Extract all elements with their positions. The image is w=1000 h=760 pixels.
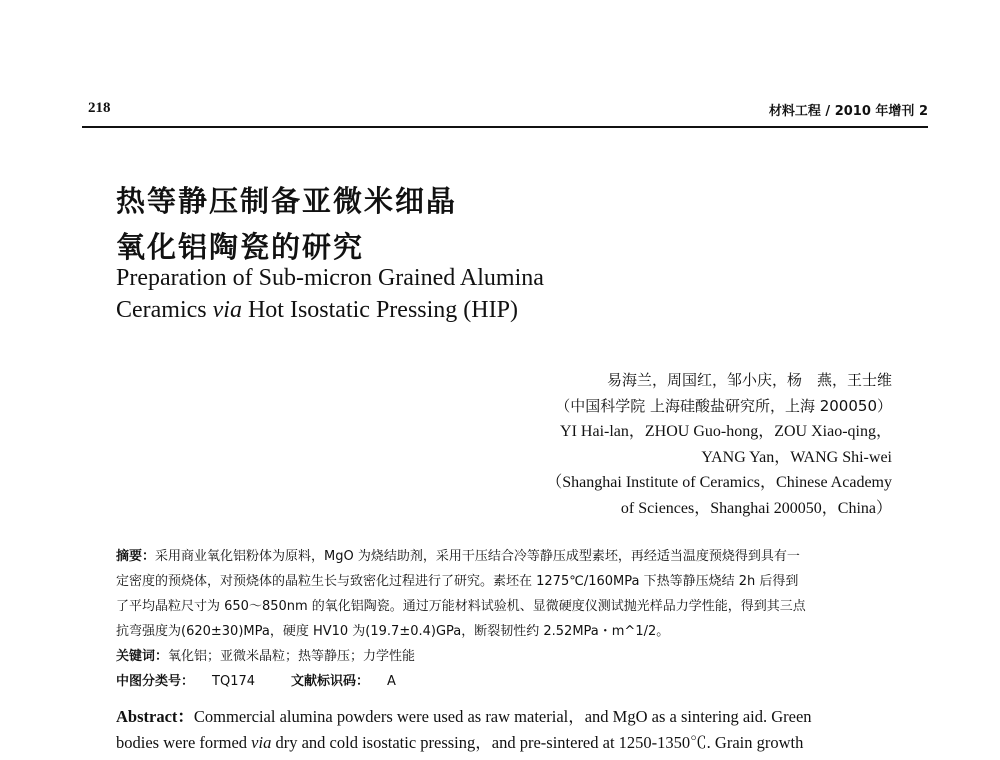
abstract-en-line2-pre: bodies were formed	[116, 733, 252, 752]
abstract-en-line1: Commercial alumina powders were used as raw material，and MgO as a sintering aid. Green	[193, 707, 812, 726]
classification-label: 中图分类号：	[116, 674, 195, 689]
affiliation-cn: （中国科学院 上海硅酸盐研究所，上海 200050）	[555, 396, 892, 415]
journal-issue: 材料工程 / 2010 年增刊 2	[768, 104, 928, 119]
title-en-via: via	[212, 297, 242, 323]
abstract-en-label: Abstract：	[116, 707, 194, 726]
title-chinese	[116, 178, 457, 270]
title-en-line2-post: Hot Isostatic Pressing (HIP)	[241, 297, 518, 323]
abstract-english	[116, 704, 906, 756]
title-cn-line2: 氧化铝陶瓷的研究	[116, 230, 365, 264]
affiliation-en-line2: of Sciences，Shanghai 200050，China）	[620, 499, 892, 517]
abstract-cn-label: 摘要：	[116, 549, 156, 564]
title-en-line2-pre: Ceramics	[116, 297, 213, 323]
title-en-line1: Preparation of Sub-micron Grained Alumina	[116, 265, 544, 291]
title-english	[116, 262, 544, 326]
title-en-line2	[116, 294, 544, 326]
abstract-cn-line4: 抗弯强度为(620±30)MPa，硬度 HV10 为(19.7±0.4)GPa，断裂韧性约 2.52MPa・m^1/2。	[116, 624, 670, 639]
abstract-en-line2-post: dry and cold isostatic pressing，and pre-sintered at 1250-1350℃. Grain growth	[271, 733, 804, 752]
classification-value: TQ174	[212, 674, 256, 689]
authors-cn: 易海兰，周国红，邹小庆，杨 燕，王士维	[606, 371, 892, 389]
author-block	[546, 368, 892, 521]
page-number: 218	[88, 100, 111, 116]
authors-en-line2: YANG Yan，WANG Shi-wei	[701, 448, 892, 466]
abstract-chinese	[116, 544, 906, 694]
abstract-cn-line2: 定密度的预烧体，对预烧体的晶粒生长与致密化过程进行了研究。素坯在 1275℃/160MPa 下热等静压烧结 2h 后得到	[116, 574, 799, 589]
keywords-label: 关键词：	[116, 649, 169, 664]
authors-en-line1: YI Hai-lan，ZHOU Guo-hong，ZOU Xiao-qing，	[560, 423, 892, 440]
keywords-value: 氧化铝；亚微米晶粒；热等静压；力学性能	[168, 649, 416, 664]
doc-code-value: A	[387, 674, 396, 689]
title-cn-line1: 热等静压制备亚微米细晶	[116, 184, 458, 218]
header-rule	[82, 126, 928, 128]
abstract-cn-line3: 了平均晶粒尺寸为 650～850nm 的氧化铝陶瓷。通过万能材料试验机、显微硬度仪测试抛光样品力学性能，得到其三点	[116, 599, 806, 614]
doc-code-label: 文献标识码：	[291, 674, 370, 689]
affiliation-en-line1: （Shanghai Institute of Ceramics，Chinese Academy	[546, 474, 892, 491]
abstract-cn-line1: 采用商业氧化铝粉体为原料，MgO 为烧结助剂，采用干压结合冷等静压成型素坯，再经适当温度预烧得到具有一	[155, 549, 800, 564]
abstract-en-via: via	[251, 733, 272, 752]
